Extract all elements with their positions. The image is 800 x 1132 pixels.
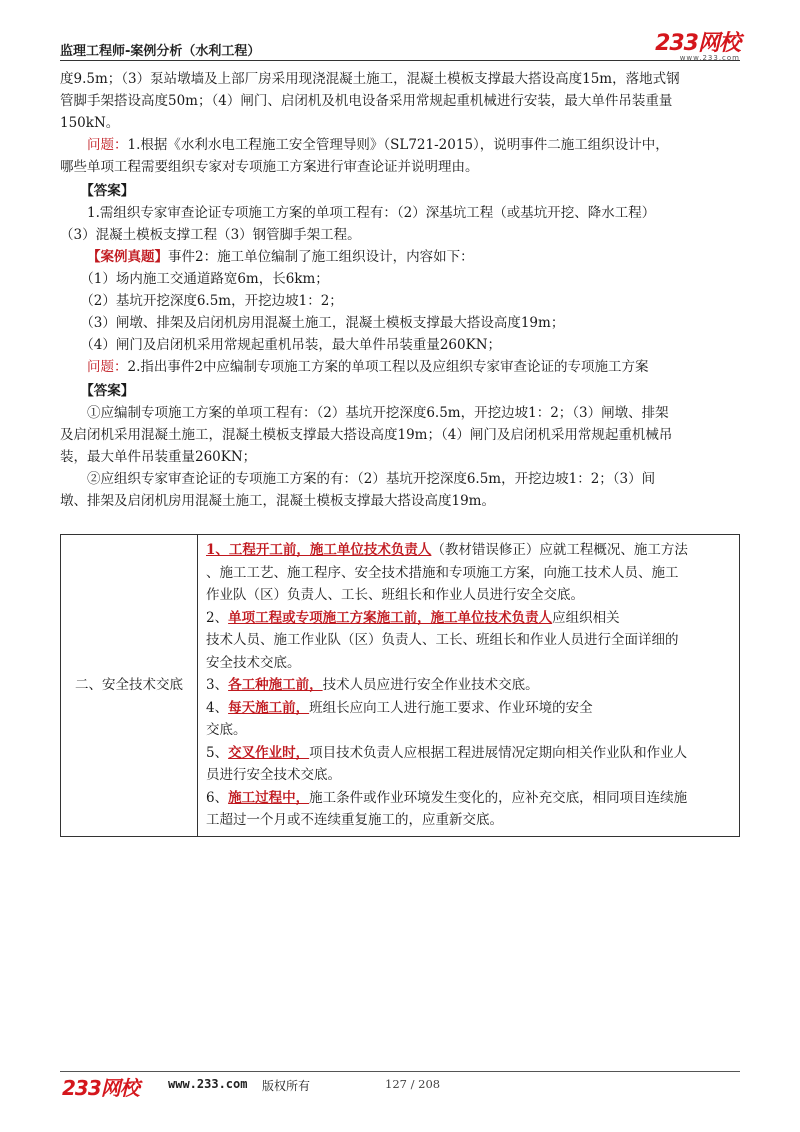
main-content bbox=[60, 68, 740, 512]
section-label: 二、安全技术交底 bbox=[61, 535, 198, 837]
footer-copyright: 版权所有 bbox=[262, 1079, 311, 1093]
para-line: 装，最大单件吊装重量260KN； bbox=[60, 449, 257, 465]
case-item: （3）闸墩、排架及启闭机房用混凝土施工，混凝土模板支撑最大搭设高度19m； bbox=[80, 315, 565, 331]
item-line: 交底。 bbox=[206, 722, 247, 738]
item-text: 施工条件或作业环境发生变化的，应补充交底，相同项目连续施 bbox=[309, 789, 688, 806]
case-item: （1）场内施工交通道路宽6m，长6km； bbox=[80, 271, 329, 287]
item-6 bbox=[206, 787, 735, 810]
item-line: 员进行安全技术交底。 bbox=[206, 767, 341, 783]
item-number: 6、 bbox=[206, 789, 229, 806]
answer-label: 【答案】 bbox=[80, 183, 135, 199]
para-line: ②应组织专家审查论证的专项施工方案的有：（2）基坑开挖深度6.5m，开挖边坡1：2；（3）间 bbox=[87, 471, 656, 487]
case-text: 事件2：施工单位编制了施工组织设计，内容如下： bbox=[168, 249, 474, 265]
item-3 bbox=[206, 674, 735, 697]
item-2 bbox=[206, 607, 735, 630]
item-text: （教材错误修正）应就工程概况、施工方法 bbox=[431, 542, 688, 558]
para-line: 150kN。 bbox=[60, 115, 120, 131]
para-line: 哪些单项工程需要组织专家对专项施工方案进行审查论证并说明理由。 bbox=[60, 159, 479, 175]
item-text: 应组织相关 bbox=[552, 609, 620, 626]
highlight-text: 1、工程开工前，施工单位技术负责人 bbox=[206, 542, 432, 558]
item-number: 5、 bbox=[206, 744, 229, 761]
footer-divider bbox=[60, 1071, 740, 1072]
safety-briefing-table bbox=[60, 534, 740, 837]
logo-url: www.233.com bbox=[679, 54, 740, 62]
item-text: 班组长应向工人进行施工要求、作业环境的安全 bbox=[309, 699, 593, 716]
question-label: 问题： bbox=[87, 137, 128, 153]
item-text: 项目技术负责人应根据工程进展情况定期向相关作业队和作业人 bbox=[309, 744, 688, 761]
item-line: 作业队（区）负责人、工长、班组长和作业人员进行安全交底。 bbox=[206, 587, 584, 603]
question-text: 1.根据《水利水电工程施工安全管理导则》（SL721-2015），说明事件二施工组织设计中， bbox=[127, 137, 669, 153]
para-line: ①应编制专项施工方案的单项工程有：（2）基坑开挖深度6.5m，开挖边坡1：2；（3）闸墩、排架 bbox=[87, 405, 669, 421]
item-1 bbox=[206, 539, 735, 562]
section-content bbox=[198, 535, 740, 837]
highlight-text: 单项工程或专项施工方案施工前，施工单位技术负责人 bbox=[228, 609, 553, 626]
case-label: 【案例真题】 bbox=[87, 249, 168, 265]
item-number: 4、 bbox=[206, 699, 229, 716]
item-line: 、施工工艺、施工程序、安全技术措施和专项施工方案，向施工技术人员、施工 bbox=[206, 564, 679, 581]
highlight-text: 施工过程中， bbox=[228, 789, 310, 806]
header-title: 监理工程师-案例分析（水利工程） bbox=[60, 44, 261, 59]
table-row bbox=[61, 535, 740, 837]
question-text: 2.指出事件2中应编制专项施工方案的单项工程以及应组织专家审查论证的专项施工方案 bbox=[127, 359, 649, 375]
para-line: 墩、排架及启闭机房用混凝土施工，混凝土模板支撑最大搭设高度19m。 bbox=[60, 493, 495, 509]
answer-label: 【答案】 bbox=[80, 383, 135, 399]
para-line: 管脚手架搭设高度50m；（4）闸门、启闭机及机电设备采用常规起重机械进行安装，最大单件吊装重量 bbox=[60, 93, 673, 109]
logo-text: 233网校 bbox=[655, 31, 740, 56]
header-divider bbox=[60, 60, 740, 61]
item-4 bbox=[206, 697, 735, 720]
item-text: 技术人员应进行安全作业技术交底。 bbox=[322, 677, 539, 693]
para-line: 1.需组织专家审查论证专项施工方案的单项工程有：（2）深基坑工程（或基坑开挖、降水工程） bbox=[87, 205, 656, 221]
item-number: 3、 bbox=[206, 677, 229, 693]
para-line: 及启闭机采用混凝土施工，混凝土模板支撑最大搭设高度19m；（4）闸门及启闭机采用常规起重机械吊 bbox=[60, 427, 673, 443]
highlight-text: 每天施工前， bbox=[228, 699, 310, 716]
question-2 bbox=[60, 356, 740, 378]
highlight-text: 交叉作业时， bbox=[228, 744, 310, 761]
para-line: 度9.5m；（3）泵站墩墙及上部厂房采用现浇混凝土施工，混凝土模板支撑最大搭设高度15m，落地式钢 bbox=[60, 71, 680, 87]
item-line: 技术人员、施工作业队（区）负责人、工长、班组长和作业人员进行全面详细的 bbox=[206, 632, 679, 648]
brand-logo bbox=[655, 26, 740, 62]
footer-website[interactable]: www.233.com bbox=[168, 1077, 248, 1091]
page-number: 127 / 208 bbox=[385, 1077, 441, 1091]
question-label: 问题： bbox=[87, 359, 128, 375]
footer-logo: 233网校 bbox=[62, 1076, 139, 1100]
case-item: （2）基坑开挖深度6.5m，开挖边坡1：2； bbox=[80, 293, 343, 309]
para-line: （3）混凝土模板支撑工程（3）钢管脚手架工程。 bbox=[60, 227, 361, 243]
question-1 bbox=[60, 134, 740, 156]
case-heading bbox=[60, 246, 740, 268]
highlight-text: 各工种施工前， bbox=[228, 677, 323, 693]
case-item: （4）闸门及启闭机采用常规起重机吊装，最大单件吊装重量260KN； bbox=[80, 337, 502, 353]
item-5 bbox=[206, 742, 735, 765]
item-number: 2、 bbox=[206, 609, 229, 626]
item-line: 安全技术交底。 bbox=[206, 654, 301, 671]
item-line: 工超过一个月或不连续重复施工的，应重新交底。 bbox=[206, 812, 503, 828]
